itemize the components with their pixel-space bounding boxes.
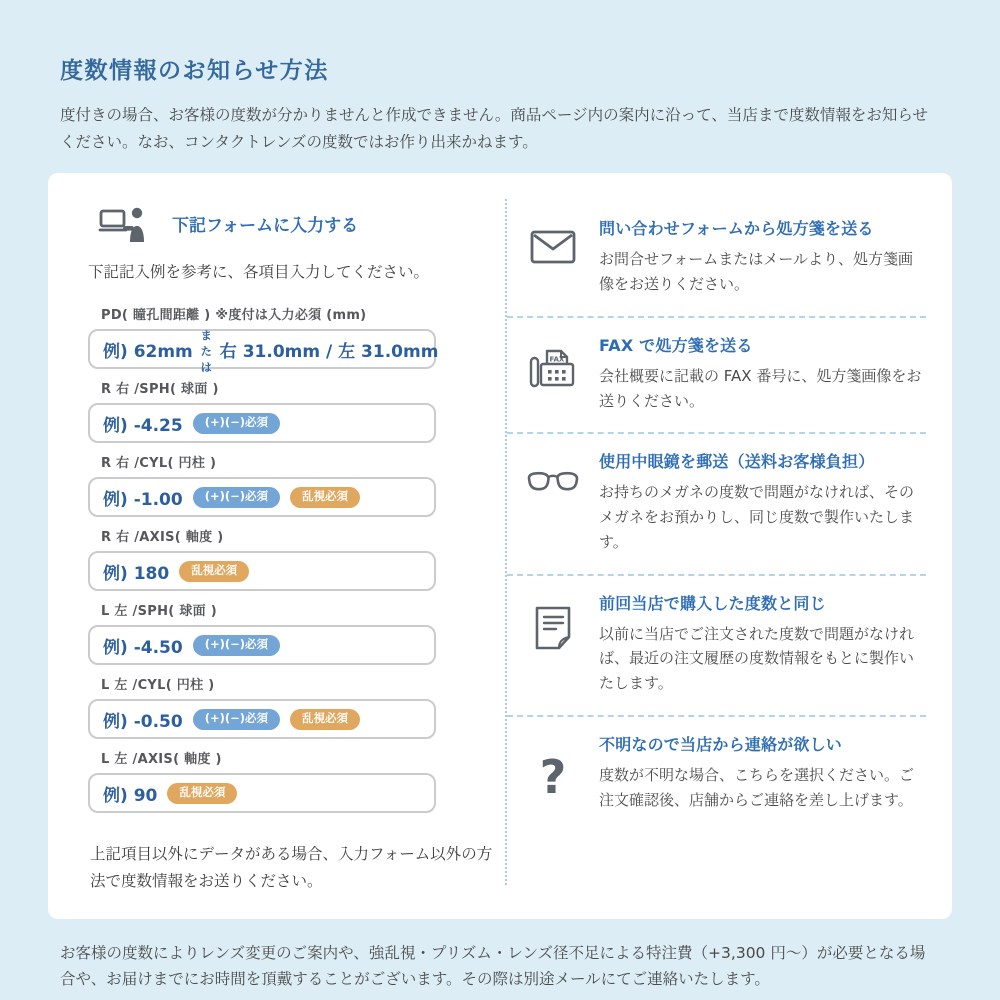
page-title: 度数情報のお知らせ方法 <box>60 58 329 84</box>
example-value: 例) 62mm <box>103 341 193 362</box>
method-heading: 使用中眼鏡を郵送（送料お客様負担） <box>599 452 875 472</box>
method-contact-form <box>507 201 926 316</box>
example-value: 例) -0.50 <box>103 711 183 732</box>
field-label: L 左 /AXIS( 軸度 ) <box>101 752 222 768</box>
method-description: 度数が不明な場合、こちらを選択ください。ご注文確認後、店舗からご連絡を差し上げます。 <box>599 765 915 809</box>
method-previous-order <box>507 574 926 715</box>
astigmatism-required-badge: 乱視必須 <box>290 487 360 508</box>
example-connector: または <box>200 328 212 374</box>
example-value: 例) -1.00 <box>103 489 183 510</box>
field-l-sph <box>88 600 505 665</box>
method-mail-glasses <box>507 432 926 573</box>
question-glyph: ? <box>539 749 567 804</box>
method-heading: 前回当店で購入した度数と同じ <box>599 593 826 613</box>
question-icon <box>507 732 599 804</box>
field-example-box <box>88 551 436 591</box>
method-description: 会社概要に記載の FAX 番号に、処方箋画像をお送りください。 <box>599 366 922 410</box>
astigmatism-required-badge: 乱視必須 <box>167 783 237 804</box>
method-heading: FAX で処方箋を送る <box>599 335 753 355</box>
method-fax <box>507 316 926 433</box>
field-l-axis <box>88 748 505 813</box>
example-value: 例) -4.50 <box>103 637 183 658</box>
example-value: 例) 180 <box>103 563 170 584</box>
field-example-box <box>88 328 439 374</box>
document-icon <box>507 591 599 651</box>
method-description: お持ちのメガネの度数で問題がなければ、そのメガネをお預かりし、同じ度数で製作いたします。 <box>599 483 915 551</box>
field-label: R 右 /SPH( 球面 ) <box>101 382 219 398</box>
method-heading: 問い合わせフォームから処方箋を送る <box>599 219 874 239</box>
field-pd <box>88 304 505 374</box>
field-label: L 左 /SPH( 球面 ) <box>101 604 217 620</box>
field-r-sph <box>88 378 505 443</box>
plus-minus-required-badge: (+)(−)必須 <box>193 635 280 656</box>
glasses-icon <box>507 449 599 493</box>
form-section-note: 上記項目以外にデータがある場合、入力フォーム以外の方法で度数情報をお送りください。 <box>90 845 493 890</box>
prescription-methods-panel <box>48 173 952 918</box>
footer-note: お客様の度数によりレンズ変更のご案内や、強乱視・プリズム・レンズ径不足による特注費（+3,300 円〜）が必要となる場合や、お届けまでにお時間を頂戴することがございます。その際は別途メールにてご連絡いたします。 <box>60 943 926 989</box>
field-example-box <box>88 477 436 517</box>
alternative-methods-section <box>505 199 952 884</box>
method-description: 以前に当店でご注文された度数で問題がなければ、最近の注文履歴の度数情報をもとに製作いたします。 <box>599 624 915 693</box>
astigmatism-required-badge: 乱視必須 <box>290 709 360 730</box>
example-value: 例) 90 <box>103 785 158 806</box>
method-heading: 不明なので当店から連絡が欲しい <box>599 734 843 754</box>
field-r-axis <box>88 526 505 591</box>
field-example-box <box>88 699 436 739</box>
method-description: お問合せフォームまたはメールより、処方箋画像をお送りください。 <box>599 250 913 294</box>
example-value: 例) -4.25 <box>103 415 183 436</box>
plus-minus-required-badge: (+)(−)必須 <box>193 709 280 730</box>
field-r-cyl <box>88 452 505 517</box>
astigmatism-required-badge: 乱視必須 <box>179 561 249 582</box>
plus-minus-required-badge: (+)(−)必須 <box>193 487 280 508</box>
field-label: R 右 /AXIS( 軸度 ) <box>101 530 224 546</box>
field-l-cyl <box>88 674 505 739</box>
form-section-header <box>98 205 505 242</box>
person-laptop-icon <box>98 205 154 242</box>
plus-minus-required-badge: (+)(−)必須 <box>193 413 280 434</box>
field-label: R 右 /CYL( 円柱 ) <box>101 456 217 472</box>
form-input-section <box>48 195 505 894</box>
method-unknown-contact-me <box>507 715 926 832</box>
form-section-heading: 下記フォームに入力する <box>172 216 359 237</box>
field-example-box <box>88 403 436 443</box>
example-value-2: 右 31.0mm / 左 31.0mm <box>219 341 439 362</box>
fax-icon-label: FAX <box>549 355 565 364</box>
intro-text: 度付きの場合、お客様の度数が分かりませんと作成できません。商品ページ内の案内に沿って、当店まで度数情報をお知らせください。なお、コンタクトレンズの度数ではお作り出来かねます。 <box>60 106 928 151</box>
field-label: PD( 瞳孔間距離 ) ※度付は入力必須 (mm) <box>101 308 367 324</box>
field-example-box <box>88 625 436 665</box>
field-example-box <box>88 773 436 813</box>
form-section-subtext: 下記記入例を参考に、各項目入力してください。 <box>88 263 430 282</box>
field-label: L 左 /CYL( 円柱 ) <box>101 678 215 694</box>
fax-icon <box>507 333 599 389</box>
envelope-icon <box>507 216 599 264</box>
